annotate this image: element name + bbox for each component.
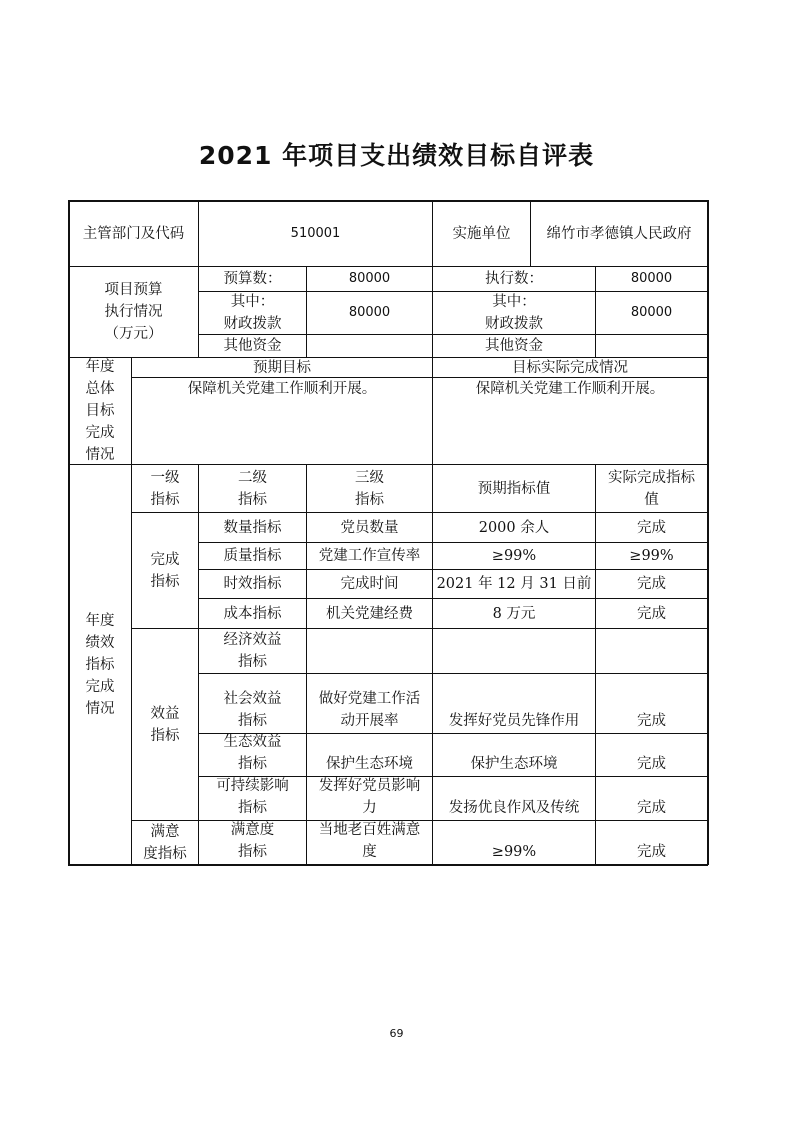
row-level2: 时效指标	[223, 576, 282, 592]
dept-code: 510001	[290, 225, 341, 241]
group-benefit-label: 效益 指标	[150, 705, 180, 744]
group-completion-label: 完成 指标	[150, 551, 180, 590]
perf-section-label: 年度 绩效 指标 完成 情况	[85, 612, 115, 717]
row-actual: 完成	[637, 713, 666, 729]
row-level3: 当地老百姓满意 度	[318, 822, 421, 860]
row-actual: 完成	[637, 800, 666, 816]
exec-value: 80000	[630, 271, 673, 286]
actual-completion-header: 目标实际完成情况	[512, 359, 628, 376]
row-expected: 保护生态环境	[470, 756, 558, 772]
other-funds-exec-label: 其他资金	[485, 338, 543, 354]
row-level2: 成本指标	[223, 605, 282, 622]
col-actual-header: 实际完成指标 值	[608, 469, 695, 508]
group-satisfaction-label: 满意 度指标	[143, 823, 187, 862]
annual-section-label: 年度 总体 目标 完成 情况	[85, 359, 115, 463]
fiscal-exec-value: 80000	[630, 305, 673, 320]
row-level3	[307, 629, 432, 673]
row-level3: 党建工作宣传率	[318, 548, 421, 564]
other-funds-label: 其他资金	[223, 338, 282, 354]
actual-completion-text: 保障机关党建工作顺利开展。	[475, 381, 665, 397]
budget-section-label: 项目预算 执行情况 （万元）	[104, 282, 163, 342]
row-actual	[596, 629, 707, 673]
row-level2: 生态效益 指标	[223, 734, 282, 772]
unit-label: 实施单位	[452, 225, 511, 242]
row-expected	[433, 629, 595, 673]
col-level3-header: 三级 指标	[355, 469, 384, 508]
row-level3: 保护生态环境	[326, 756, 413, 772]
page-number: 69	[389, 1027, 404, 1040]
row-level3: 做好党建工作活 动开展率	[318, 691, 421, 729]
fiscal-budget-value: 80000	[348, 305, 391, 320]
row-level2: 可持续影响 指标	[216, 778, 289, 816]
row-expected: 发扬优良作风及传统	[448, 800, 580, 816]
row-level2: 质量指标	[223, 548, 282, 564]
row-actual: 完成	[637, 844, 666, 860]
row-level3: 党员数量	[340, 519, 399, 536]
dept-label: 主管部门及代码	[82, 225, 185, 242]
row-level2: 数量指标	[223, 519, 282, 536]
expected-target-header: 预期目标	[253, 359, 311, 376]
row-level2: 社会效益 指标	[223, 691, 282, 729]
row-expected: ≥99%	[491, 548, 537, 564]
row-actual: 完成	[637, 756, 666, 772]
row-expected: 发挥好党员先锋作用	[448, 713, 580, 729]
expected-target-text: 保障机关党建工作顺利开展。	[187, 381, 377, 397]
row-expected: 2000 余人	[478, 519, 550, 536]
budget-value: 80000	[348, 271, 391, 286]
exec-label: 执行数：	[485, 271, 543, 287]
fiscal-label: 其中： 财政拨款	[223, 294, 282, 332]
row-expected: ≥99%	[491, 844, 537, 860]
row-actual: 完成	[637, 519, 666, 536]
row-actual: ≥99%	[629, 548, 674, 564]
row-level2: 经济效益 指标	[223, 632, 282, 670]
row-level2: 满意度 指标	[230, 822, 275, 860]
row-actual: 完成	[637, 605, 666, 622]
row-level3: 发挥好党员影响 力	[318, 778, 421, 816]
row-actual: 完成	[637, 576, 666, 592]
row-expected: 8 万元	[492, 605, 536, 622]
fiscal-exec-label: 其中： 财政拨款	[485, 294, 543, 332]
row-expected: 2021 年 12 月 31 日前	[436, 576, 592, 592]
col-level2-header: 二级 指标	[238, 469, 267, 508]
row-level3: 机关党建经费	[326, 605, 413, 622]
unit-name: 绵竹市孝德镇人民政府	[546, 225, 692, 242]
col-expected-header: 预期指标值	[477, 480, 551, 497]
document-title: 2021 年项目支出绩效目标自评表	[198, 141, 595, 170]
col-level1-header: 一级 指标	[150, 469, 180, 508]
row-level3: 完成时间	[340, 576, 399, 592]
budget-label: 预算数：	[223, 271, 282, 287]
table-border	[707, 200, 709, 865]
